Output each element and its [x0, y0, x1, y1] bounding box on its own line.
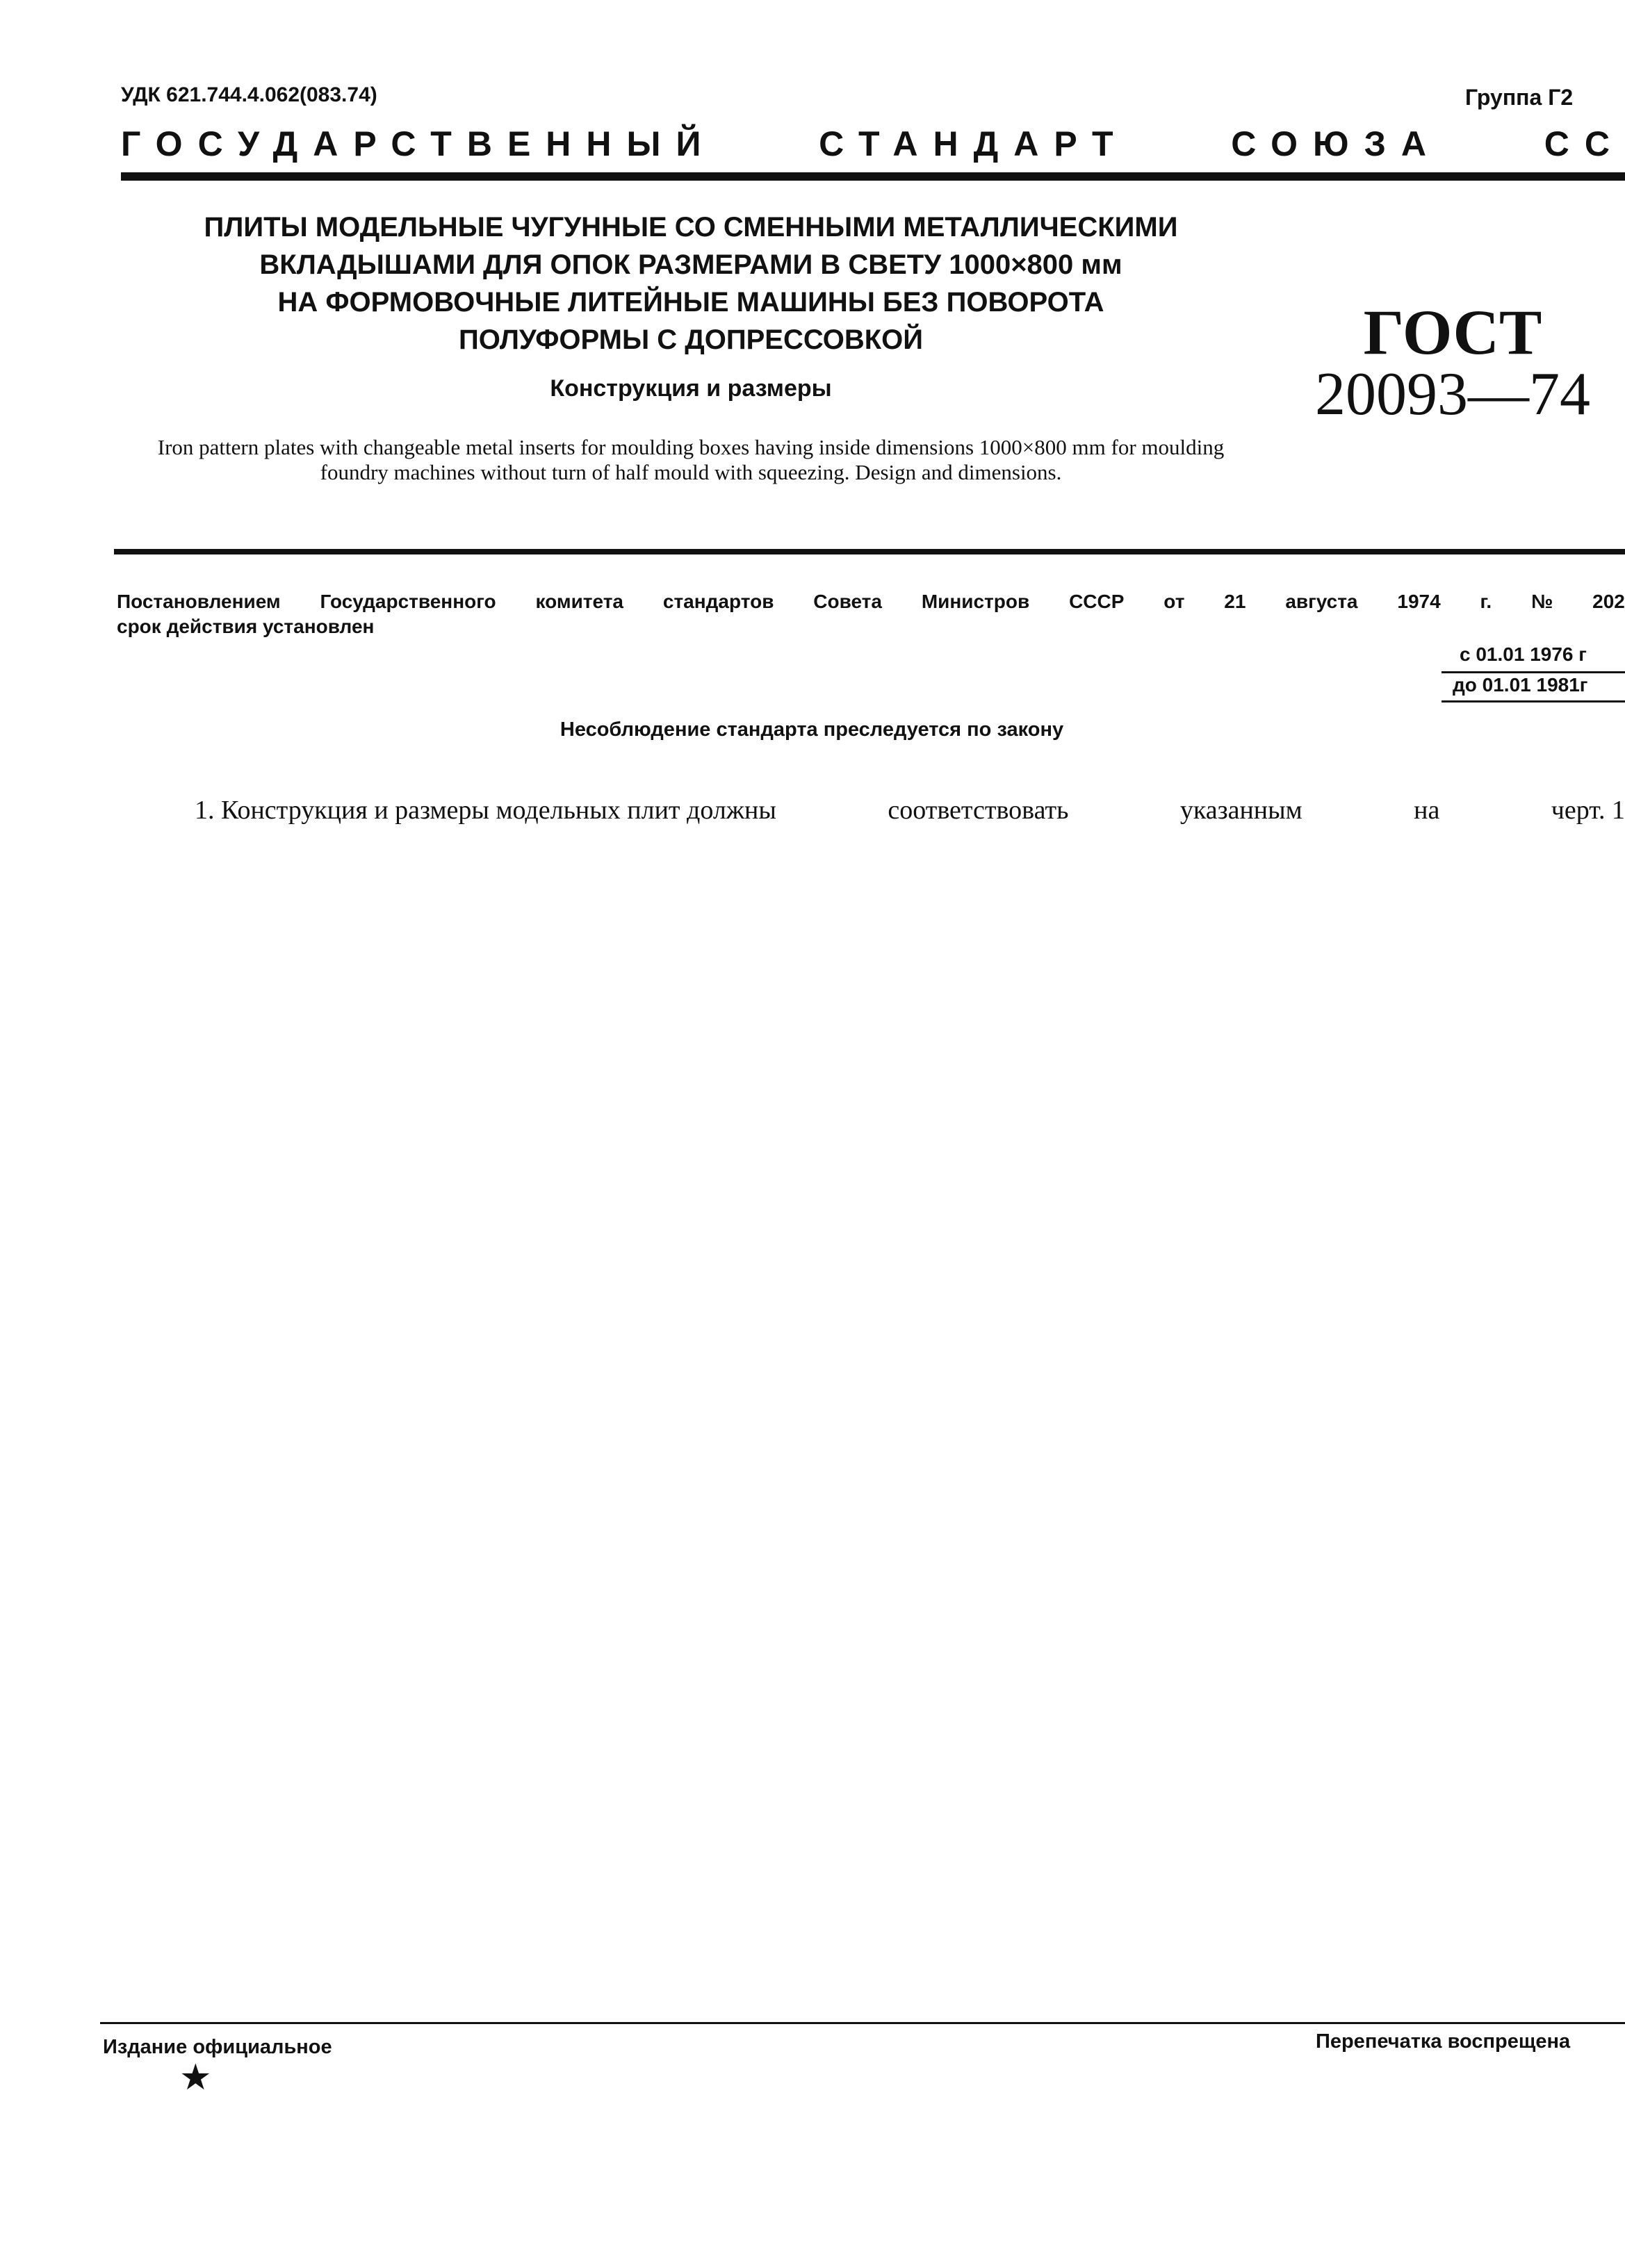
- paragraph-segment: черт. 1: [1551, 796, 1625, 825]
- decree-word: СССР: [1069, 591, 1125, 612]
- official-edition-label: Издание официальное: [103, 2036, 332, 2058]
- decree-word: Министров: [921, 591, 1030, 612]
- decree-word: 202: [1592, 591, 1625, 612]
- paragraph-1: [195, 795, 1625, 825]
- banner-word: СТАНДАРТ: [819, 124, 1129, 163]
- title-line: ПЛИТЫ МОДЕЛЬНЫЕ ЧУГУННЫЕ СО СМЕННЫМИ МЕТАЛЛИЧЕСКИМИ: [204, 212, 1178, 243]
- validity-term-label: срок действия установлен: [117, 616, 375, 637]
- gost-label: ГОСТ: [1363, 297, 1542, 368]
- valid-from-date: с 01.01 1976 г: [1460, 643, 1587, 665]
- header-rule: [121, 172, 1625, 181]
- english-title: Iron pattern plates with changeable metal inserts for moulding boxes having inside dimensions 1000×800 mm for moulding foundry machines without turn of half mould with squeezing. Design and dimensions.: [157, 435, 1225, 484]
- banner-word: ГОСУДАРСТВЕННЫЙ: [121, 124, 717, 163]
- gost-number: 20093—74: [1315, 361, 1590, 428]
- decree-word: 21: [1224, 591, 1246, 612]
- title-line: ПОЛУФОРМЫ С ДОПРЕССОВКОЙ: [458, 324, 924, 355]
- star-icon: ★: [179, 2057, 212, 2098]
- decree-word: Государственного: [320, 591, 496, 612]
- decree-word: 1974: [1397, 591, 1441, 612]
- banner-word: СОЮЗА: [1231, 124, 1442, 163]
- decree-word: стандартов: [662, 591, 774, 612]
- paragraph-segment: 1. Конструкция и размеры модельных плит должны: [195, 796, 776, 825]
- reprint-prohibited-label: Перепечатка воспрещена: [1316, 2030, 1571, 2053]
- decree-word: от: [1163, 591, 1185, 612]
- group-code: Группа Г2: [1465, 85, 1574, 110]
- decree-line: [117, 591, 1625, 613]
- document-title: [156, 208, 1226, 359]
- document-subtitle: Конструкция и размеры: [550, 375, 832, 402]
- valid-to-date: до 01.01 1981г: [1453, 674, 1588, 696]
- decree-word: августа: [1285, 591, 1358, 612]
- title-line: НА ФОРМОВОЧНЫЕ ЛИТЕЙНЫЕ МАШИНЫ БЕЗ ПОВОРОТА: [277, 287, 1104, 318]
- legal-notice: Несоблюдение стандарта преследуется по закону: [560, 718, 1064, 741]
- decree-word: г.: [1480, 591, 1492, 612]
- banner-word: СС: [1544, 124, 1625, 163]
- paragraph-segment: соответствовать: [888, 796, 1069, 825]
- date-rule: [1442, 700, 1625, 702]
- decree-word: Постановлением: [117, 591, 281, 612]
- title-rule: [114, 549, 1625, 554]
- decree-word: комитета: [535, 591, 624, 612]
- decree-word: №: [1531, 591, 1553, 612]
- standard-banner: [121, 124, 1625, 164]
- paragraph-segment: на: [1414, 796, 1440, 825]
- title-line: ВКЛАДЫШАМИ ДЛЯ ОПОК РАЗМЕРАМИ В СВЕТУ 1000×800 мм: [259, 249, 1122, 280]
- decree-word: Совета: [813, 591, 882, 612]
- date-rule: [1442, 671, 1625, 673]
- footer-rule: [100, 2022, 1625, 2024]
- paragraph-segment: указанным: [1179, 796, 1303, 825]
- udk-code: УДК 621.744.4.062(083.74): [121, 83, 377, 106]
